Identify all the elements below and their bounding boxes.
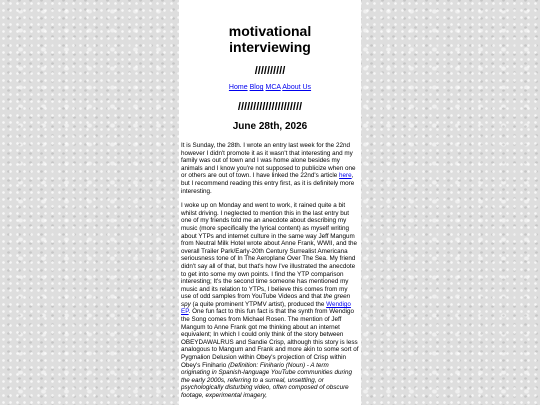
entry-text: It is Sunday, the 28th. I wrote an entry last week for the 22nd however I didn't promote it as it wasn't that interesting and my family was out of town and I was home alone besides my animals and I know you're not supposed to publicize when one or others are out of town. I have linked the 22nd's article bbox=[181, 142, 356, 180]
nav-link-mca[interactable]: MCA bbox=[265, 84, 281, 91]
post-date: June 28th, 2026 bbox=[232, 121, 308, 132]
entry-italic-text: the green spy bbox=[181, 293, 351, 308]
entry-paragraph bbox=[181, 202, 359, 399]
entry-text: . One fun fact to this fun fact is that the synth from Wendigo the Song comes from Michael Rosen. The mention of Jeff Mangum to Anne Frank got me thinking about an internet equivalent; In which I could only think of the story between OBEYDAWALRUS and Sandie Crisp, although this story is less analogous to Mangum and Frank and more akin to some sort of Pygmalion Delusion within Obey's projection of Crisp within Obey's Finihario bbox=[181, 308, 359, 369]
nav-link-blog[interactable]: Blog bbox=[249, 84, 264, 91]
main-nav bbox=[179, 83, 361, 93]
slash-divider-short: ////////// bbox=[254, 65, 286, 77]
entry-text: I woke up on Monday and went to work, it rained quite a bit whilst driving. I neglected to mention this in the last entry but one of my friends told me an anecdote about describing my music (more specifically the lyrical content) as myself writing about YTPs and internet culture in the same way Jeff Mangum from Neutral Milk Hotel wrote about Anne Frank, WWII, and the overall Trailer Park/Early-20th Century Surrealist Americana seriousness tone of In The Aeroplane Over The Sea. My friend didn't say all of that, but that's how I've illustrated the anecdote to get into some my own points. I find the YTP comparison interesting; It's the second time someone has mentioned my music and its relation to YTPs, I believe this comes from my use of odd samples from YouTube Videos and that bbox=[181, 202, 358, 301]
nav-link-home[interactable]: Home bbox=[228, 84, 248, 91]
entry-text: (a quite prominent YTPMV artist), produced the bbox=[190, 300, 327, 308]
entry-text: , but I recommend reading this entry first, as it is definitely more interesting. bbox=[181, 172, 355, 195]
slash-divider-long: ///////////////////// bbox=[237, 101, 303, 113]
site-title-line-2: interviewing bbox=[229, 39, 311, 55]
link-22nd-article[interactable]: here bbox=[339, 172, 352, 180]
entry-paragraph bbox=[181, 142, 359, 195]
nav-link-about-us[interactable]: About Us bbox=[282, 84, 312, 91]
site-title bbox=[179, 23, 361, 55]
entry-italic-text: (Definition: Finihario (Noun) - A term originating in Spanish-language YouTube communities during the early 2000s, referring to a surreal, unsettling, or psychologically disturbing video, often composed of obscure footage, experimental imagery, bbox=[181, 361, 352, 399]
blog-entry bbox=[181, 142, 359, 405]
site-title-line-1: motivational bbox=[228, 23, 312, 39]
link-wendigo-ep[interactable]: Wendigo EP bbox=[181, 300, 351, 316]
